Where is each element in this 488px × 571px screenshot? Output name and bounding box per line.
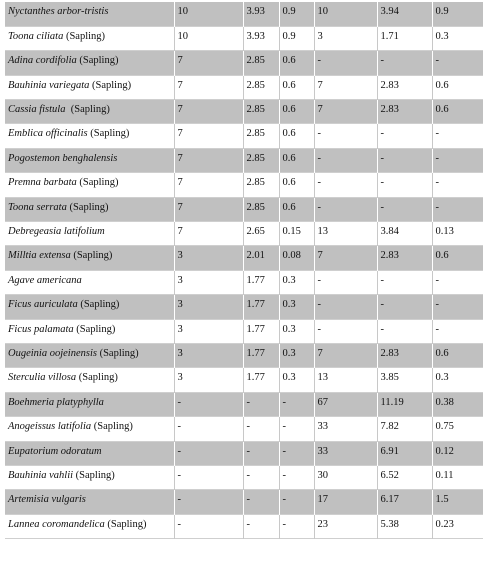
species-name: Bauhinia vahlii: [8, 469, 74, 481]
species-name: Artemisia vulgaris: [8, 494, 86, 506]
value-cell-c4: -: [314, 124, 377, 148]
value-cell-c5: -: [377, 124, 432, 148]
value-cell-c5: -: [377, 173, 432, 197]
value-cell-c3: -: [279, 417, 314, 441]
species-name: Milltia extensa: [8, 250, 71, 262]
table-row: [5, 417, 483, 441]
value-cell-c3: -: [279, 465, 314, 489]
value-cell-c2: 2.85: [243, 173, 279, 197]
value-cell-c4: 7: [314, 343, 377, 367]
value-cell-c5: -: [377, 148, 432, 172]
species-note: (Sapling): [70, 250, 113, 262]
value-cell-c3: 0.08: [279, 246, 314, 270]
value-cell-c1: 10: [174, 2, 243, 26]
species-cell: [5, 100, 174, 124]
species-name: Eupatorium odoratum: [8, 445, 102, 457]
species-cell: [5, 222, 174, 246]
value-cell-c2: 2.65: [243, 222, 279, 246]
species-cell: [5, 246, 174, 270]
value-cell-c6: 0.11: [435, 469, 454, 481]
value-cell-c5: 3.85: [377, 368, 432, 392]
value-cell-c1: -: [174, 441, 243, 465]
value-cell-c1: 7: [174, 51, 243, 75]
species-name: Sterculia villosa: [8, 372, 77, 384]
species-cell: [5, 148, 174, 172]
species-name: Bauhinia variegata: [8, 79, 90, 91]
value-cell-c5: 3.94: [377, 2, 432, 26]
species-cell: [5, 490, 174, 514]
species-cell: [5, 319, 174, 343]
species-cell: [5, 343, 174, 367]
value-cell-c2: 1.77: [243, 343, 279, 367]
table-row: [5, 124, 483, 148]
value-cell-c6: -: [435, 274, 439, 286]
species-name: Lannea coromandelica: [8, 518, 105, 530]
value-cell-c4: 67: [314, 392, 377, 416]
value-cell-c4: 33: [314, 441, 377, 465]
species-name: Adina cordifolia: [8, 55, 77, 67]
species-cell: [5, 392, 174, 416]
value-cell-c4: -: [314, 295, 377, 319]
value-cell-c5: 2.83: [377, 343, 432, 367]
value-cell-c6: 0.9: [432, 2, 483, 26]
value-cell-c2: -: [243, 417, 279, 441]
value-cell-c4: -: [314, 270, 377, 294]
value-cell-c5: 1.71: [377, 26, 432, 50]
value-cell-c6: 0.6: [432, 100, 483, 124]
value-cell-c5: -: [377, 51, 432, 75]
table-body: [5, 2, 483, 539]
value-cell-c5: 3.84: [377, 222, 432, 246]
value-cell-c6: -: [432, 197, 483, 221]
species-name: Cassia fistula: [8, 104, 66, 116]
species-cell: [5, 514, 174, 538]
species-name: Pogostemon benghalensis: [8, 152, 118, 164]
value-cell-c2: 2.85: [243, 75, 279, 99]
species-name: Emblica officinalis: [8, 128, 88, 140]
species-name: Ficus palamata: [8, 323, 74, 335]
value-cell-c5: 6.52: [377, 465, 432, 489]
value-cell-c4: 7: [314, 246, 377, 270]
table-row: [5, 392, 483, 416]
species-name: Ficus auriculata: [8, 299, 78, 311]
value-cell-c6: 0.75: [435, 421, 454, 433]
table-row: [5, 246, 483, 270]
table-row: [5, 100, 483, 124]
value-cell-c5: 11.19: [377, 392, 432, 416]
species-cell: [5, 465, 174, 489]
table-row: [5, 465, 483, 489]
species-cell: [5, 51, 174, 75]
value-cell-c3: 0.3: [279, 270, 314, 294]
species-note: (Sapling): [104, 518, 147, 530]
value-cell-c4: -: [314, 197, 377, 221]
value-cell-c1: -: [174, 514, 243, 538]
value-cell-c6: 0.23: [435, 518, 454, 530]
value-cell-c6: -: [435, 177, 439, 189]
species-name: Boehmeria platyphylla: [8, 396, 104, 408]
species-note: (Sapling): [76, 55, 119, 67]
value-cell-c2: -: [243, 441, 279, 465]
value-cell-c4: 17: [314, 490, 377, 514]
table-row: [5, 197, 483, 221]
value-cell-c4: -: [314, 319, 377, 343]
table-row: [5, 222, 483, 246]
value-cell-c2: -: [243, 465, 279, 489]
value-cell-c3: 0.6: [279, 148, 314, 172]
value-cell-c3: 0.15: [279, 222, 314, 246]
value-cell-c2: -: [243, 514, 279, 538]
value-cell-c4: 13: [314, 222, 377, 246]
value-cell-c1: 3: [174, 295, 243, 319]
value-cell-c1: 7: [174, 148, 243, 172]
species-note: (Sapling): [87, 128, 130, 140]
value-cell-c3: 0.3: [279, 368, 314, 392]
species-cell: [5, 26, 174, 50]
value-cell-c1: 7: [174, 100, 243, 124]
value-cell-c2: 2.01: [243, 246, 279, 270]
species-note: (Sapling): [73, 323, 116, 335]
value-cell-c5: 7.82: [377, 417, 432, 441]
value-cell-c1: 3: [174, 270, 243, 294]
species-table: [5, 2, 483, 539]
table-row: [5, 368, 483, 392]
value-cell-c5: 6.17: [377, 490, 432, 514]
table-row: [5, 295, 483, 319]
species-name: Nyctanthes arbor-tristis: [8, 6, 109, 17]
value-cell-c2: -: [243, 392, 279, 416]
value-cell-c1: 7: [174, 197, 243, 221]
value-cell-c5: -: [377, 319, 432, 343]
value-cell-c2: 3.93: [243, 2, 279, 26]
species-note: (Sapling): [89, 79, 132, 91]
value-cell-c2: 1.77: [243, 319, 279, 343]
value-cell-c5: -: [377, 197, 432, 221]
value-cell-c3: 0.3: [279, 295, 314, 319]
value-cell-c2: -: [243, 490, 279, 514]
species-note: (Sapling): [96, 347, 139, 359]
value-cell-c6: 0.6: [435, 79, 449, 91]
value-cell-c4: -: [314, 148, 377, 172]
value-cell-c1: 7: [174, 173, 243, 197]
value-cell-c6: 0.3: [435, 30, 449, 42]
value-cell-c4: 7: [314, 100, 377, 124]
value-cell-c1: 7: [174, 124, 243, 148]
species-note: (Sapling): [63, 30, 106, 42]
species-note: (Sapling): [76, 372, 118, 384]
species-cell: [5, 295, 174, 319]
table-row: [5, 319, 483, 343]
value-cell-c5: 2.83: [377, 75, 432, 99]
table-row: [5, 148, 483, 172]
value-cell-c2: 1.77: [243, 270, 279, 294]
value-cell-c3: 0.3: [279, 343, 314, 367]
value-cell-c1: 3: [174, 368, 243, 392]
value-cell-c6: 0.3: [435, 372, 449, 384]
value-cell-c4: 23: [314, 514, 377, 538]
value-cell-c4: 33: [314, 417, 377, 441]
value-cell-c2: 3.93: [243, 26, 279, 50]
value-cell-c6: 1.5: [432, 490, 483, 514]
value-cell-c1: 7: [174, 222, 243, 246]
species-note: (Sapling): [91, 421, 133, 433]
value-cell-c3: 0.6: [279, 197, 314, 221]
value-cell-c2: 2.85: [243, 197, 279, 221]
value-cell-c4: -: [314, 173, 377, 197]
species-cell: [5, 441, 174, 465]
value-cell-c1: 3: [174, 343, 243, 367]
value-cell-c5: 2.83: [377, 100, 432, 124]
value-cell-c1: 7: [174, 75, 243, 99]
species-name: Ougeinia oojeinensis: [8, 347, 97, 359]
species-note: (Sapling): [73, 469, 115, 481]
species-name: Debregeasia latifolium: [8, 226, 105, 238]
table-row: [5, 173, 483, 197]
value-cell-c3: 0.9: [279, 26, 314, 50]
species-note: (Sapling): [65, 104, 110, 116]
table-row: [5, 514, 483, 538]
value-cell-c2: 2.85: [243, 100, 279, 124]
value-cell-c3: 0.6: [279, 51, 314, 75]
value-cell-c6: 0.13: [435, 226, 454, 238]
species-name: Premna barbata: [8, 177, 77, 189]
value-cell-c4: 30: [314, 465, 377, 489]
species-name: Anogeissus latifolia: [8, 421, 92, 433]
table-row: [5, 26, 483, 50]
species-cell: [5, 124, 174, 148]
value-cell-c5: -: [377, 270, 432, 294]
value-cell-c6: 0.6: [432, 246, 483, 270]
table-row: [5, 343, 483, 367]
table-row: [5, 270, 483, 294]
species-cell: [5, 417, 174, 441]
value-cell-c5: 2.83: [377, 246, 432, 270]
value-cell-c3: -: [279, 490, 314, 514]
value-cell-c2: 1.77: [243, 295, 279, 319]
value-cell-c3: -: [279, 514, 314, 538]
value-cell-c4: -: [314, 51, 377, 75]
value-cell-c5: -: [377, 295, 432, 319]
value-cell-c5: 6.91: [377, 441, 432, 465]
value-cell-c1: 3: [174, 319, 243, 343]
species-note: (Sapling): [76, 177, 119, 189]
value-cell-c3: 0.6: [279, 124, 314, 148]
value-cell-c2: 2.85: [243, 51, 279, 75]
value-cell-c4: 3: [314, 26, 377, 50]
value-cell-c1: -: [174, 417, 243, 441]
value-cell-c3: 0.3: [279, 319, 314, 343]
value-cell-c6: -: [435, 323, 439, 335]
value-cell-c6: 0.38: [432, 392, 483, 416]
species-name: Agave americana: [8, 274, 82, 286]
value-cell-c3: 0.6: [279, 173, 314, 197]
table-row: [5, 490, 483, 514]
value-cell-c3: 0.6: [279, 100, 314, 124]
species-name: Toona ciliata: [8, 30, 64, 42]
species-note: (Sapling): [77, 299, 120, 311]
value-cell-c4: 10: [314, 2, 377, 26]
species-name: Toona serrata: [8, 201, 67, 213]
value-cell-c6: -: [432, 51, 483, 75]
species-cell: [5, 270, 174, 294]
value-cell-c1: 10: [174, 26, 243, 50]
value-cell-c6: 0.6: [432, 343, 483, 367]
value-cell-c5: 5.38: [377, 514, 432, 538]
value-cell-c6: -: [432, 295, 483, 319]
table-row: [5, 51, 483, 75]
value-cell-c3: 0.9: [279, 2, 314, 26]
table-row: [5, 441, 483, 465]
value-cell-c6: -: [432, 148, 483, 172]
species-cell: [5, 75, 174, 99]
value-cell-c1: 3: [174, 246, 243, 270]
value-cell-c3: -: [279, 441, 314, 465]
species-cell: [5, 2, 174, 26]
value-cell-c6: -: [435, 128, 439, 140]
value-cell-c3: 0.6: [279, 75, 314, 99]
value-cell-c2: 2.85: [243, 124, 279, 148]
value-cell-c2: 2.85: [243, 148, 279, 172]
table-row: [5, 2, 483, 26]
value-cell-c1: -: [174, 490, 243, 514]
value-cell-c6: 0.12: [432, 441, 483, 465]
species-cell: [5, 368, 174, 392]
value-cell-c4: 7: [314, 75, 377, 99]
table-row: [5, 75, 483, 99]
species-cell: [5, 197, 174, 221]
value-cell-c3: -: [279, 392, 314, 416]
species-cell: [5, 173, 174, 197]
species-note: (Sapling): [66, 201, 109, 213]
value-cell-c1: -: [174, 465, 243, 489]
value-cell-c4: 13: [314, 368, 377, 392]
value-cell-c1: -: [174, 392, 243, 416]
value-cell-c2: 1.77: [243, 368, 279, 392]
